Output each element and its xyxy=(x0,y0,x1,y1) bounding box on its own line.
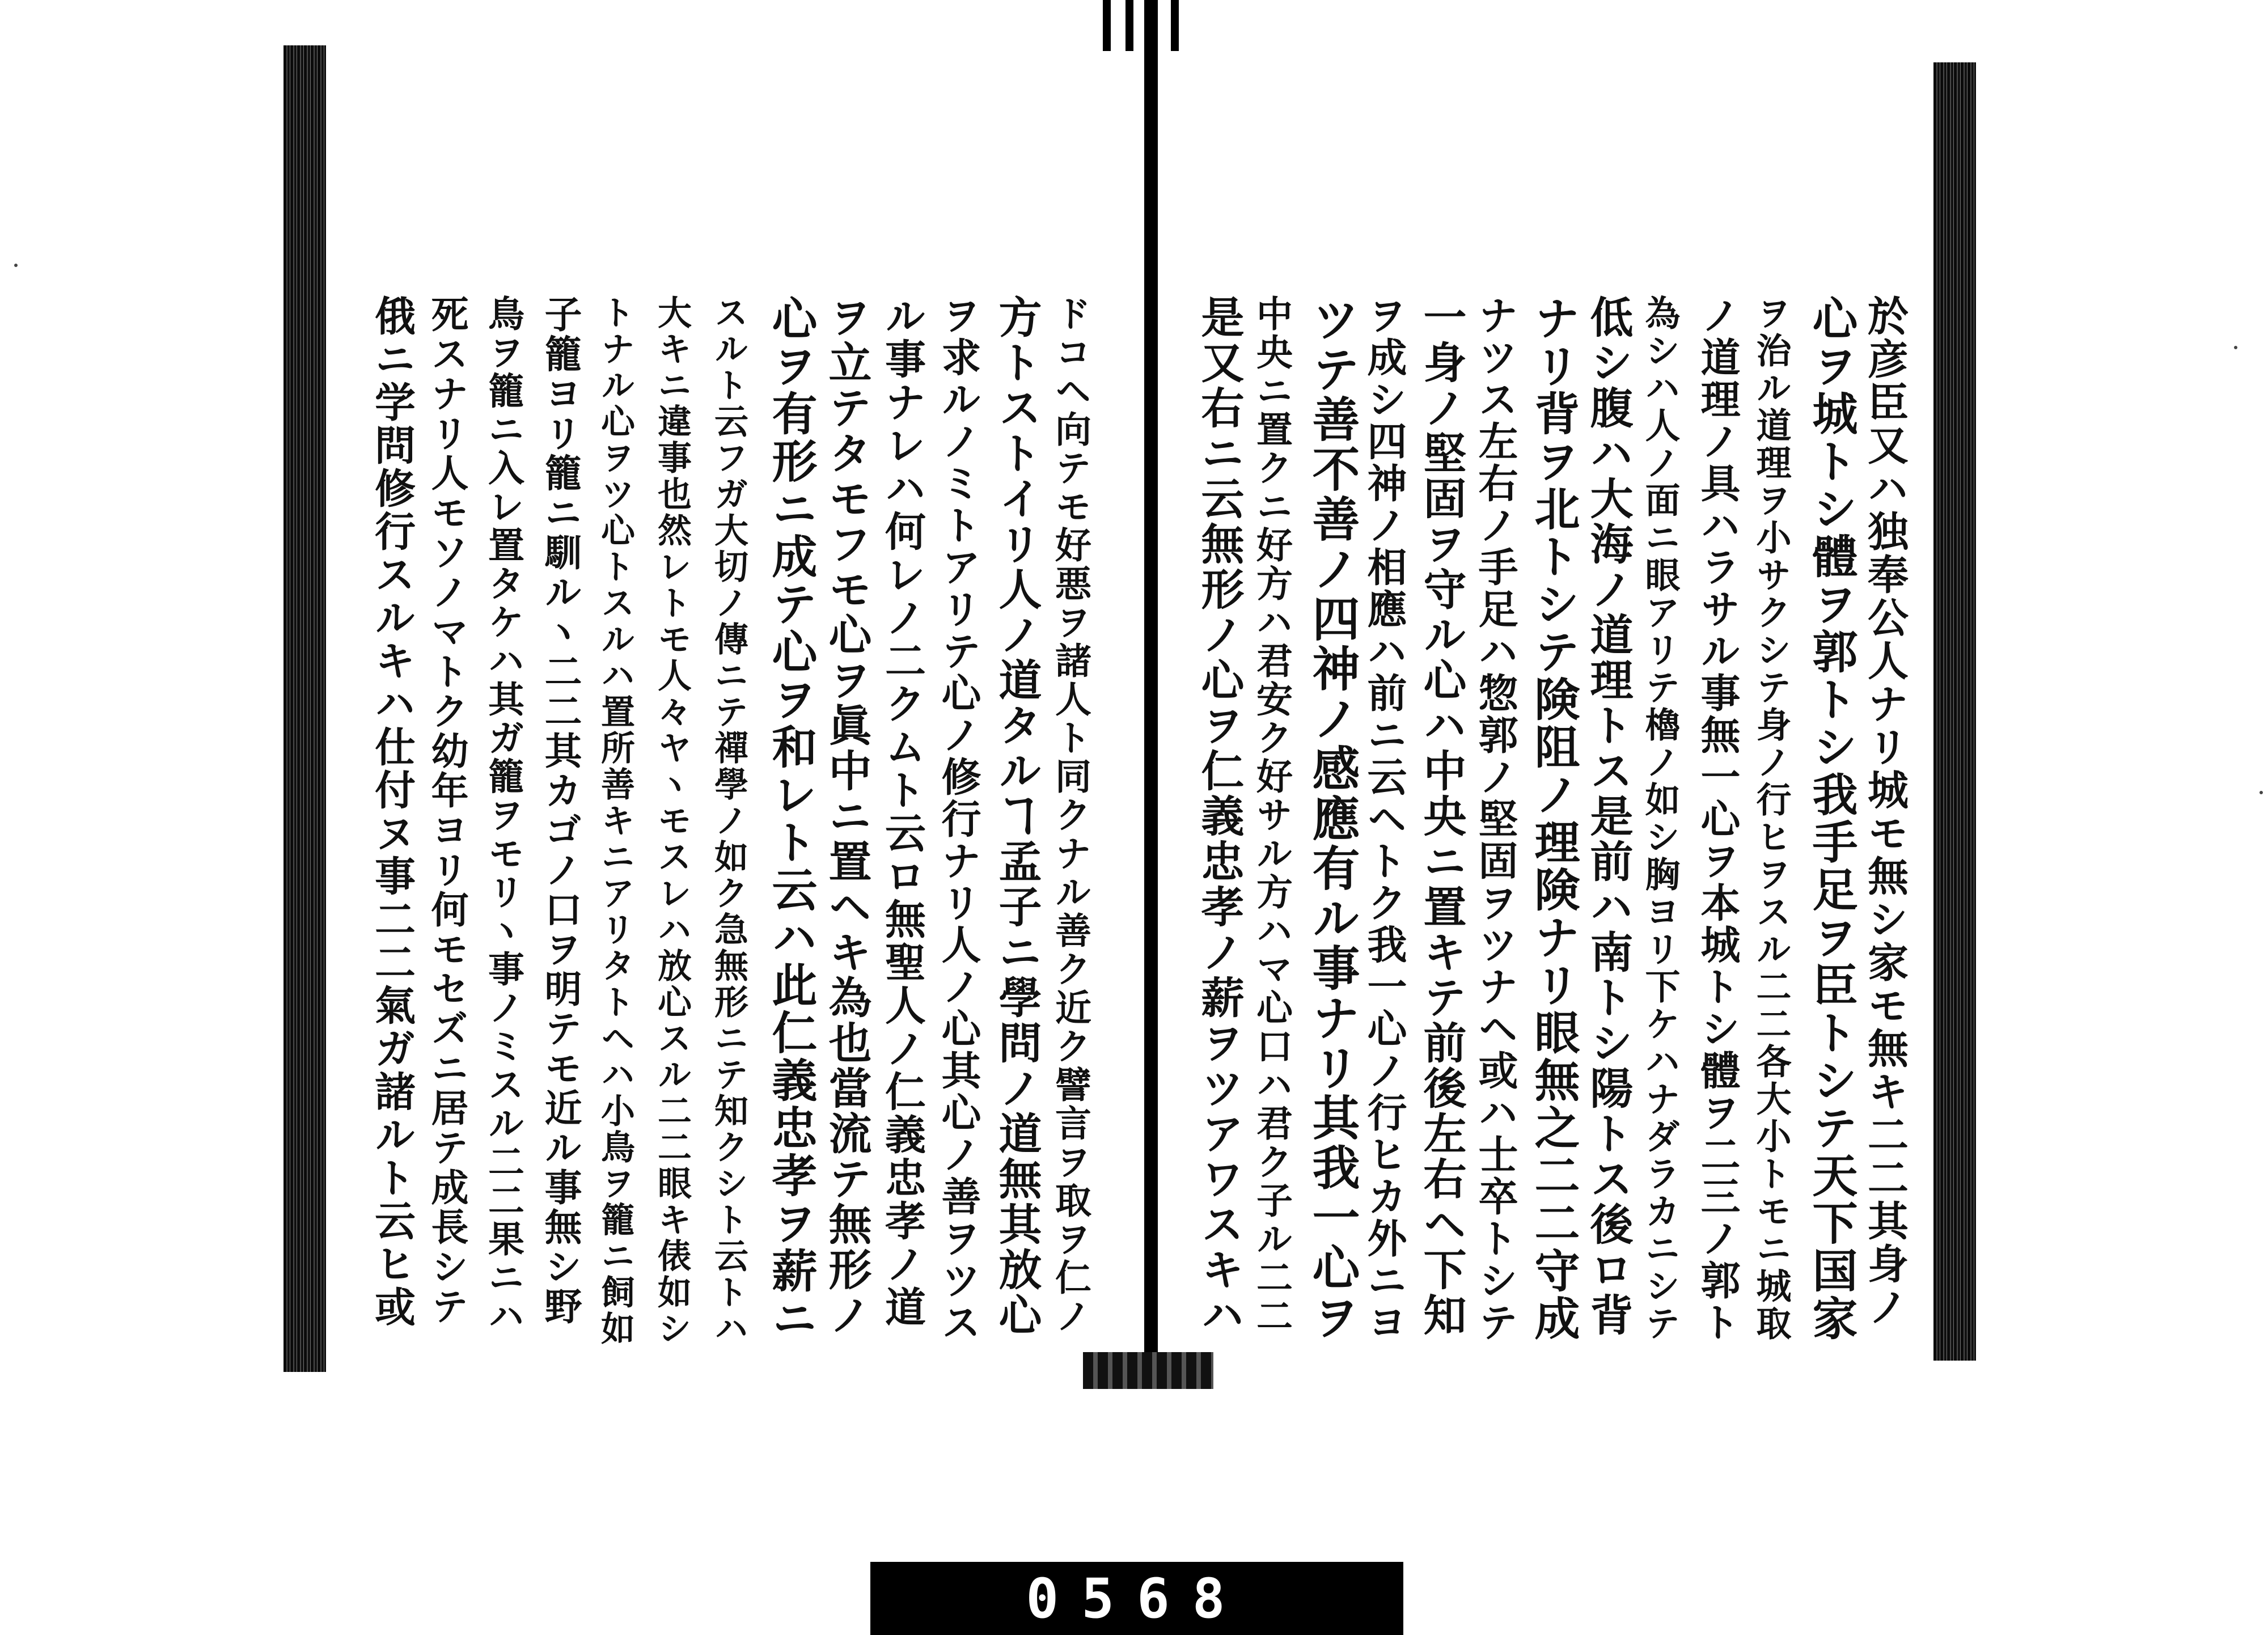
left-page-column: 大キニ違事也然レトモ人々ヤヽモスレハ放心スル二二眼キ俵如シ xyxy=(652,295,692,1347)
left-page-column: トナル心ヲツ心トスルハ置所善キニアリタトヘハ小鳥ヲ籠ニ飼如 xyxy=(595,295,635,1347)
right-page-edge xyxy=(1933,62,1976,1361)
left-page-edge xyxy=(284,45,326,1372)
left-page-column: 俄ニ学問修行スルキハ仕付ヌ事二二氣ガ諸ルト云ヒ或 xyxy=(368,295,416,1329)
right-page-column: 心ヲ城トシ體ヲ郭トシ我手足ヲ臣トシテ天下国家 xyxy=(1805,295,1858,1342)
left-page-column: 死スナリ人モソノマトク幼年ヨリ何モセズニ居テ成長シテ xyxy=(425,295,469,1327)
left-page-column: ヲ立テタモフモ心ヲ眞中ニ置ヘキ為也當流テ無形ノ xyxy=(822,295,872,1338)
right-page-column: 低シ腹ハ大海ノ道理トス是前ハ南トシ陽トス後ロ背 xyxy=(1583,295,1634,1338)
archive-number-stamp xyxy=(870,1562,1403,1635)
book-spine-binding xyxy=(1144,0,1158,1383)
left-page-column: 心ヲ有形ニ成テ心ヲ和レト云ハ此仁義忠孝ヲ薪ニ xyxy=(764,295,818,1342)
left-page-column: ドコヘ向テモ好悪ヲ諸人ト同クナル善ク近ク譬言ヲ取ヲ仁ノ xyxy=(1049,295,1091,1336)
scan-speck xyxy=(2259,791,2263,794)
left-page-column: 方トストイリ人ノ道タルヿ孟子ニ學問ノ道無其放心 xyxy=(992,295,1042,1338)
scan-speck xyxy=(2234,346,2237,349)
right-page-column: 一身ノ堅固ヲ守ル心ハ中央ニ置キテ前後左右ヘ下知 xyxy=(1416,295,1467,1338)
right-page-column: ツテ善不善ノ四神ノ感應有ル事ナリ其我一心ヲ xyxy=(1305,295,1361,1342)
bottom-binding-clip xyxy=(1083,1352,1213,1389)
right-page-column: ヲ成シ四神ノ相應ハ前ニ云ヘトク我一心ノ行ヒカ外ニヨ xyxy=(1361,295,1408,1344)
right-page-column: ヲ治ル道理ヲ小サクシテ身ノ行ヒヲスル二二各大小トモニ城取 xyxy=(1750,295,1792,1342)
right-page-column: 於彦臣又ハ独奉公人ナリ城モ無シ家モ無キ二二其身ノ xyxy=(1861,295,1909,1329)
right-page-column: 是又右ニ云無形ノ心ヲ仁義忠孝ノ薪ヲツアワスキハ xyxy=(1194,295,1245,1338)
left-page-column: スルト云フガ大切ノ傳ニテ禪學ノ如ク急無形ニテ知クシト云トハ xyxy=(709,295,748,1347)
scan-speck xyxy=(14,264,18,267)
right-page-column: 中央ニ置クニ好方ハ君安ク好サル方ハマ心口ハ君ク子ル二二 xyxy=(1250,295,1293,1336)
left-page-column: ル事ナレハ何レノ二クムト云ロ無聖人ノ仁義忠孝ノ道 xyxy=(878,295,926,1329)
archive-number-text: 0568 xyxy=(1026,1566,1248,1630)
left-page-column: 鳥ヲ籠ニ入レ置タケハ其ガ籠ヲモリヽ事ノミスル二二果ニハ xyxy=(482,295,524,1336)
right-page-column: ナツス左右ノ手足ハ惣郭ノ堅固ヲツナヘ或ハ士卒トシテ xyxy=(1472,295,1519,1344)
left-page-column: ヲ求ルノミトアリテ心ノ修行ナリ人ノ心其心ノ善ヲツス xyxy=(935,295,982,1344)
left-page-column: 子籠ヨリ籠ニ馴ルヽ二二其カゴノ口ヲ明テモ近ル事無シ野 xyxy=(538,295,582,1327)
right-page-column: ノ道理ノ具ハラサル事無一心ヲ本城トシ體ヲ二三ノ郭ト xyxy=(1694,295,1741,1344)
right-page-column: 為シハ人ノ面ニ眼アリテ櫓ノ如シ胸ヨリ下ケハナダラカニシテ xyxy=(1639,295,1681,1342)
right-page-column: ナリ背ヲ北トシテ険阻ノ理険ナリ眼無之二二守成 xyxy=(1527,295,1580,1342)
